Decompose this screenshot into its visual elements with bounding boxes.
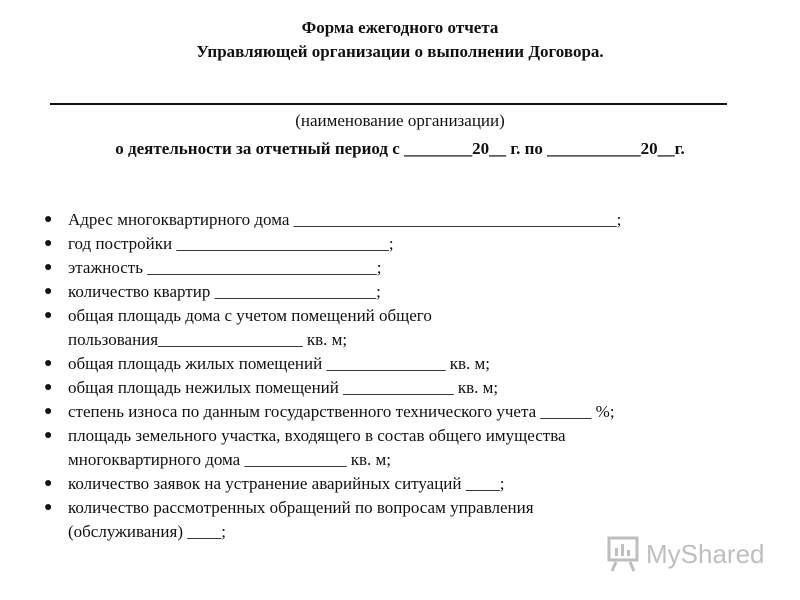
organization-name-caption: (наименование организации): [295, 111, 505, 130]
bullet-icon: ●: [44, 380, 53, 395]
watermark-text: MyShared: [646, 538, 765, 569]
list-item: ● этажность ___________________________;: [42, 256, 762, 280]
bullet-icon: ●: [44, 284, 53, 299]
document-title-line-1: Форма ежегодного отчета: [301, 18, 499, 37]
list-item: ● общая площадь дома с учетом помещений общего пользования_________________ кв. м;: [44, 306, 432, 349]
myshared-watermark: [606, 534, 765, 574]
presentation-board-icon: [606, 535, 640, 573]
bullet-icon: ●: [44, 404, 53, 419]
bullet-icon: ●: [44, 212, 53, 227]
list-item: ● общая площадь жилых помещений ______________ кв. м;: [42, 352, 762, 376]
bullet-icon: ●: [44, 356, 53, 371]
list-item: ● Адрес многоквартирного дома ______________________________________;: [42, 208, 762, 232]
list-item: ● площадь земельного участка, входящего в состав общего имущества многоквартирного дома ____________ кв. м;: [44, 426, 566, 469]
list-item: ● количество квартир ___________________;: [42, 280, 762, 304]
report-fields-list: [42, 208, 762, 544]
bullet-icon: ●: [44, 476, 53, 491]
bullet-icon: ●: [44, 260, 53, 275]
list-item: ● год постройки _________________________;: [42, 232, 762, 256]
organization-name-blank-line: [50, 103, 727, 105]
list-item: ● количество рассмотренных обращений по вопросам управления (обслуживания) ____;: [44, 498, 534, 541]
list-item: ● степень износа по данным государственного технического учета ______ %;: [42, 400, 762, 424]
list-item: ● общая площадь нежилых помещений _____________ кв. м;: [42, 376, 762, 400]
bullet-icon: ●: [44, 236, 53, 251]
list-item: ● количество заявок на устранение аварийных ситуаций ____;: [42, 472, 762, 496]
bullet-icon: ●: [44, 308, 53, 323]
bullet-icon: ●: [44, 428, 53, 443]
bullet-icon: ●: [44, 500, 53, 515]
document-title-line-2: Управляющей организации о выполнении Договора.: [196, 42, 604, 61]
reporting-period-line: о деятельности за отчетный период с ________20__ г. по ___________20__г.: [115, 139, 685, 158]
